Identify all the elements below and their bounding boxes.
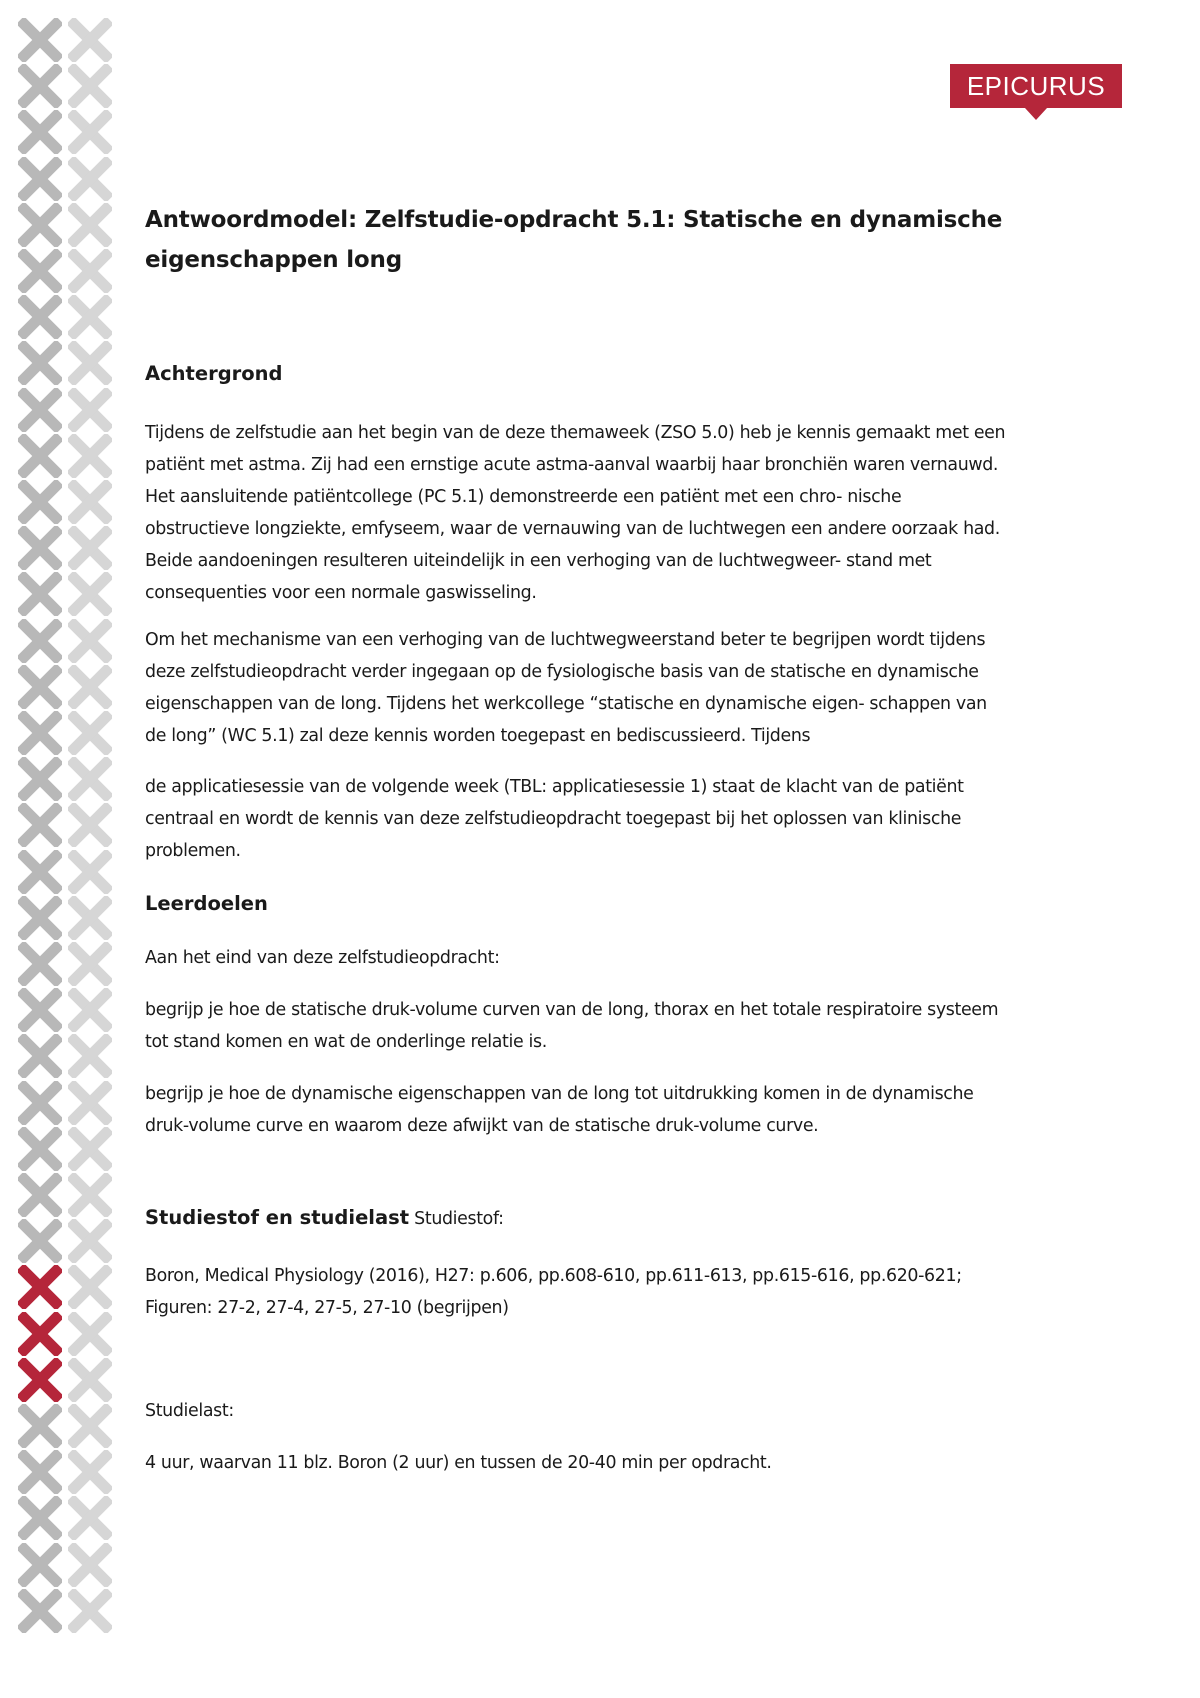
document-title-line-1: Antwoordmodel: Zelfstudie-opdracht 5.1: Statische en dynamische xyxy=(145,207,1003,233)
gray-cross-icon xyxy=(18,64,62,108)
red-cross-icon xyxy=(18,1312,62,1356)
text-line: centraal en wordt de kennis van deze zelfstudieopdracht toegepast bij het oplossen van klinische xyxy=(145,809,962,829)
gray-cross-icon xyxy=(18,1219,62,1263)
document-title xyxy=(145,200,1065,280)
paragraph-achtergrond-3 xyxy=(145,771,1085,867)
gray-cross-icon xyxy=(18,480,62,524)
gray-cross-icon xyxy=(18,1081,62,1125)
text-line: problemen. xyxy=(145,841,241,861)
light-gray-cross-icon xyxy=(68,942,112,986)
light-gray-cross-icon xyxy=(68,1589,112,1633)
gray-cross-icon xyxy=(18,896,62,940)
gray-cross-icon xyxy=(18,341,62,385)
epicurus-logo xyxy=(950,64,1122,108)
studielast-label: Studielast: xyxy=(145,1401,234,1421)
light-gray-cross-icon xyxy=(68,526,112,570)
gray-cross-icon xyxy=(18,1034,62,1078)
leerdoelen-intro: Aan het eind van deze zelfstudieopdracht: xyxy=(145,948,500,968)
logo-pointer-shape xyxy=(1025,108,1047,120)
light-gray-cross-icon xyxy=(68,341,112,385)
gray-cross-icon xyxy=(18,526,62,570)
gray-cross-icon xyxy=(18,388,62,432)
paragraph-achtergrond-2 xyxy=(145,624,1085,752)
text-line: obstructieve longziekte, emfyseem, waar de vernauwing van de luchtwegen een andere oorzaak had. xyxy=(145,519,1000,539)
light-gray-cross-icon xyxy=(68,110,112,154)
light-gray-cross-icon xyxy=(68,480,112,524)
light-gray-cross-icon xyxy=(68,203,112,247)
text-line: begrijp je hoe de dynamische eigenschappen van de long tot uitdrukking komen in de dynamische xyxy=(145,1084,974,1104)
light-gray-cross-icon xyxy=(68,1543,112,1587)
light-gray-cross-icon xyxy=(68,665,112,709)
gray-cross-icon xyxy=(18,1404,62,1448)
studiestof-reference xyxy=(145,1260,1085,1324)
gray-cross-icon xyxy=(18,249,62,293)
gray-cross-icon xyxy=(18,850,62,894)
gray-cross-icon xyxy=(18,434,62,478)
studielast-text: 4 uur, waarvan 11 blz. Boron (2 uur) en tussen de 20-40 min per opdracht. xyxy=(145,1453,772,1473)
gray-cross-icon xyxy=(18,665,62,709)
gray-cross-icon xyxy=(18,1589,62,1633)
light-gray-cross-icon xyxy=(68,711,112,755)
gray-cross-icon xyxy=(18,942,62,986)
gray-cross-icon xyxy=(18,1450,62,1494)
paragraph-achtergrond-1 xyxy=(145,417,1085,609)
light-gray-cross-icon xyxy=(68,157,112,201)
gray-cross-icon xyxy=(18,157,62,201)
light-gray-cross-icon xyxy=(68,1173,112,1217)
light-gray-cross-icon xyxy=(68,434,112,478)
gray-cross-icon xyxy=(18,1496,62,1540)
text-line: Om het mechanisme van een verhoging van de luchtwegweerstand beter te begrijpen wordt tijdens xyxy=(145,630,986,650)
decorative-cross-column-right xyxy=(68,0,124,1698)
text-line: Figuren: 27-2, 27-4, 27-5, 27-10 (begrijpen) xyxy=(145,1298,509,1318)
text-line: Het aansluitende patiëntcollege (PC 5.1) demonstreerde een patiënt met een chro- nische xyxy=(145,487,902,507)
light-gray-cross-icon xyxy=(68,1081,112,1125)
light-gray-cross-icon xyxy=(68,1265,112,1309)
text-line: Boron, Medical Physiology (2016), H27: p.606, pp.608-610, pp.611-613, pp.615-616, pp.620-621; xyxy=(145,1266,962,1286)
studiestof-label: Studiestof: xyxy=(414,1209,504,1229)
text-line: deze zelfstudieopdracht verder ingegaan op de fysiologische basis van de statische en dynamische xyxy=(145,662,979,682)
gray-cross-icon xyxy=(18,295,62,339)
leerdoel-item-2 xyxy=(145,1078,1085,1142)
light-gray-cross-icon xyxy=(68,757,112,801)
light-gray-cross-icon xyxy=(68,1450,112,1494)
light-gray-cross-icon xyxy=(68,619,112,663)
light-gray-cross-icon xyxy=(68,896,112,940)
light-gray-cross-icon xyxy=(68,803,112,847)
text-line: patiënt met astma. Zij had een ernstige acute astma-aanval waarbij haar bronchiën waren vernauwd. xyxy=(145,455,999,475)
light-gray-cross-icon xyxy=(68,249,112,293)
gray-cross-icon xyxy=(18,1543,62,1587)
red-cross-icon xyxy=(18,1358,62,1402)
text-line: eigenschappen van de long. Tijdens het werkcollege “statische en dynamische eigen- schappen van xyxy=(145,694,987,714)
light-gray-cross-icon xyxy=(68,572,112,616)
text-line: Tijdens de zelfstudie aan het begin van de deze themaweek (ZSO 5.0) heb je kennis gemaakt met een xyxy=(145,423,1006,443)
light-gray-cross-icon xyxy=(68,1127,112,1171)
text-line: de long” (WC 5.1) zal deze kennis worden toegepast en bediscussieerd. Tijdens xyxy=(145,726,811,746)
light-gray-cross-icon xyxy=(68,1312,112,1356)
light-gray-cross-icon xyxy=(68,1496,112,1540)
gray-cross-icon xyxy=(18,619,62,663)
light-gray-cross-icon xyxy=(68,988,112,1032)
light-gray-cross-icon xyxy=(68,388,112,432)
gray-cross-icon xyxy=(18,757,62,801)
light-gray-cross-icon xyxy=(68,18,112,62)
text-line: consequenties voor een normale gaswisseling. xyxy=(145,583,537,603)
light-gray-cross-icon xyxy=(68,850,112,894)
light-gray-cross-icon xyxy=(68,1219,112,1263)
gray-cross-icon xyxy=(18,1173,62,1217)
gray-cross-icon xyxy=(18,110,62,154)
gray-cross-icon xyxy=(18,803,62,847)
text-line: tot stand komen en wat de onderlinge relatie is. xyxy=(145,1032,547,1052)
gray-cross-icon xyxy=(18,203,62,247)
gray-cross-icon xyxy=(18,711,62,755)
leerdoel-item-1 xyxy=(145,994,1085,1058)
text-line: Beide aandoeningen resulteren uiteindelijk in een verhoging van de luchtwegweer- stand met xyxy=(145,551,932,571)
decorative-cross-column-left xyxy=(18,0,74,1698)
gray-cross-icon xyxy=(18,18,62,62)
text-line: druk-volume curve en waarom deze afwijkt van de statische druk-volume curve. xyxy=(145,1116,819,1136)
logo-text: EPICURUS xyxy=(966,70,1106,101)
light-gray-cross-icon xyxy=(68,295,112,339)
studiestof-heading-row xyxy=(145,1204,504,1232)
heading-achtergrond: Achtergrond xyxy=(145,362,283,385)
text-line: begrijp je hoe de statische druk-volume curven van de long, thorax en het totale respiratoire systeem xyxy=(145,1000,999,1020)
light-gray-cross-icon xyxy=(68,64,112,108)
heading-studiestof: Studiestof en studielast xyxy=(145,1206,410,1229)
red-cross-icon xyxy=(18,1265,62,1309)
light-gray-cross-icon xyxy=(68,1358,112,1402)
document-body xyxy=(145,200,1065,1473)
gray-cross-icon xyxy=(18,1127,62,1171)
heading-leerdoelen: Leerdoelen xyxy=(145,892,268,915)
light-gray-cross-icon xyxy=(68,1404,112,1448)
gray-cross-icon xyxy=(18,988,62,1032)
gray-cross-icon xyxy=(18,572,62,616)
light-gray-cross-icon xyxy=(68,1034,112,1078)
text-line: de applicatiesessie van de volgende week (TBL: applicatiesessie 1) staat de klacht van de patiënt xyxy=(145,777,964,797)
document-title-line-2: eigenschappen long xyxy=(145,247,402,273)
